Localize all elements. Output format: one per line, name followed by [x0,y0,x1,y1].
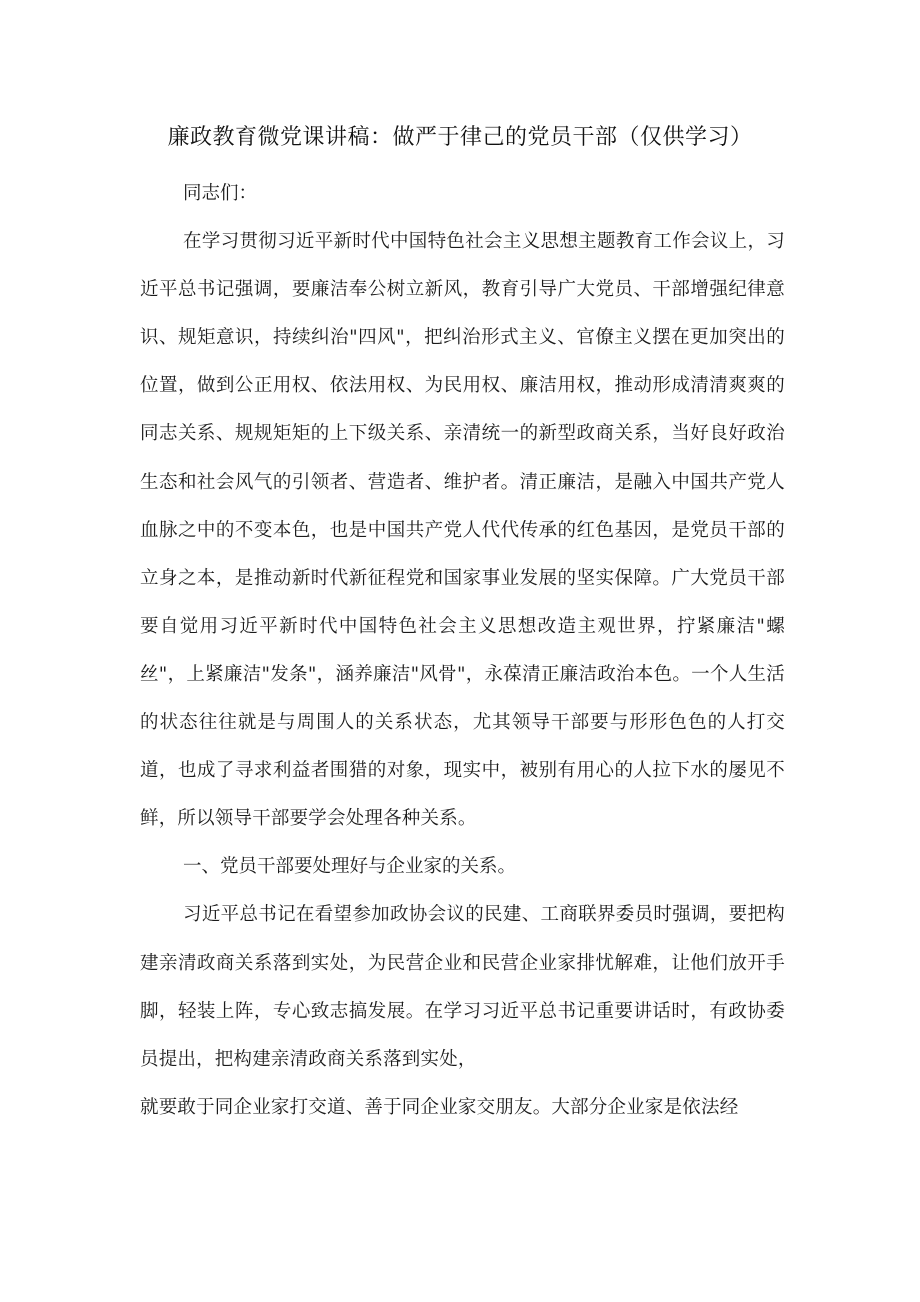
section-1-paragraph-continued: 就要敢于同企业家打交道、善于同企业家交朋友。大部分企业家是依法经 [140,1096,739,1118]
salutation: 同志们： [183,183,258,204]
document-title: 廉政教育微党课讲稿：做严于律己的党员干部（仅供学习） [167,125,753,150]
intro-paragraph: 在学习贯彻习近平新时代中国特色社会主义思想主题教育工作会议上，习近平总书记强调，要廉洁奉公树立新风，教育引导广大党员、干部增强纪律意识、规矩意识，持续纠治"四风"，把纠治形式主义、官僚主义摆在更加突出的位置，做到公正用权、依法用权、为民用权、廉洁用权，推动形成清清爽爽的同志关系、规规矩矩的上下级关系、亲清统一的新型政商关系，当好良好政治生态和社会风气的引领者、营造者、维护者。清正廉洁，是融入中国共产党人血脉之中的不变本色，也是中国共产党人代代传承的红色基因，是党员干部的立身之本，是推动新时代新征程党和国家事业发展的坚实保障。广大党员干部要自觉用习近平新时代中国特色社会主义思想改造主观世界，拧紧廉洁"螺丝"，上紧廉洁"发条"，涵养廉洁"风骨"，永葆清正廉洁政治本色。一个人生活的状态往往就是与周围人的关系状态，尤其领导干部要与形形色色的人打交道，也成了寻求利益者围猎的对象，现实中，被别有用心的人拉下水的屡见不鲜，所以领导干部要学会处理各种关系。 [140,231,785,830]
section-heading-1: 一、党员干部要处理好与企业家的关系。 [183,856,517,878]
section-1-paragraph: 习近平总书记在看望参加政协会议的民建、工商联界委员时强调，要把构建亲清政商关系落到实处，为民营企业和民营企业家排忧解难，让他们放开手脚，轻装上阵，专心致志搞发展。在学习习近平总书记重要讲话时，有政协委员提出，把构建亲清政商关系落到实处， [140,904,785,1070]
document-body [140,170,785,1132]
